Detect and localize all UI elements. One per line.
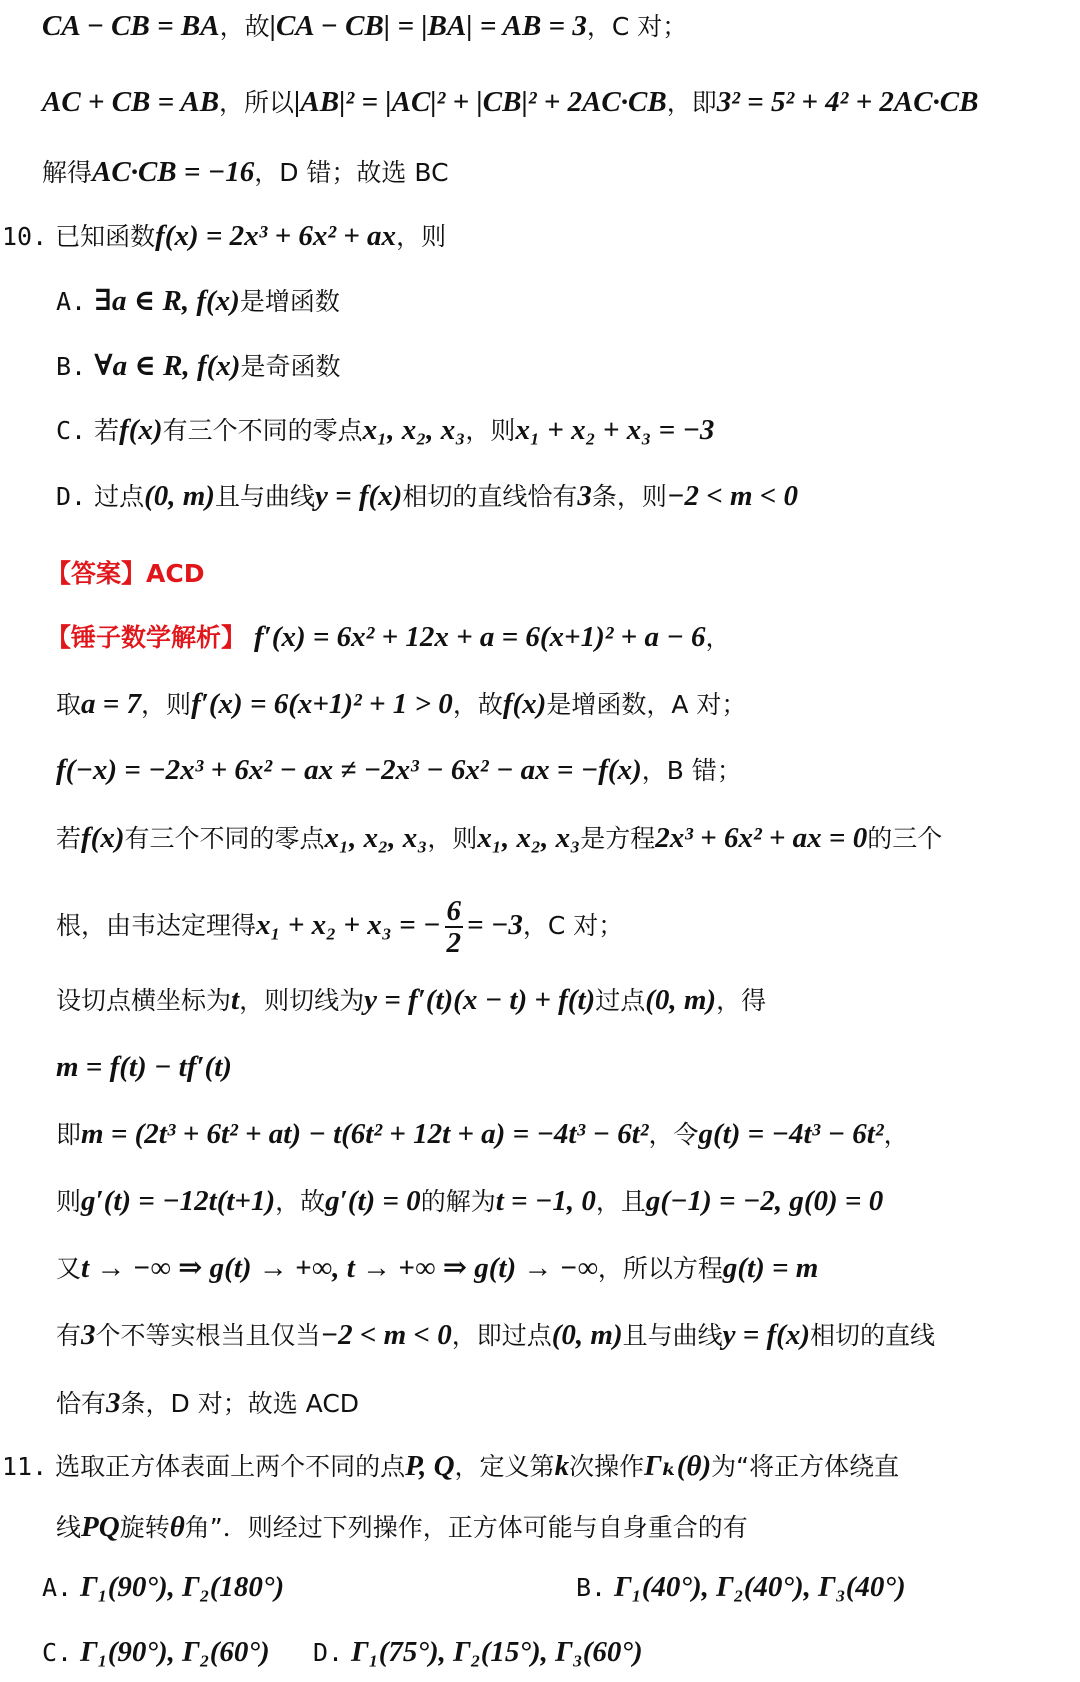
math: (0, m): [551, 1319, 623, 1351]
math: y = f′(t)(x − t) + f(t): [364, 984, 596, 1016]
text: 条，则: [591, 482, 667, 511]
option-label: B.: [56, 352, 87, 381]
analysis-line-7: [56, 1047, 232, 1088]
text: ，故: [219, 12, 270, 41]
text: 的三个: [867, 824, 943, 853]
analysis-line-5: [56, 896, 623, 958]
option-label: D.: [56, 482, 87, 511]
math: f(x): [119, 414, 163, 446]
answer-tag: 【答案】: [46, 559, 147, 588]
q10-option-d: [56, 476, 798, 517]
q11-option-d: [313, 1632, 643, 1673]
text: ，得: [716, 986, 767, 1015]
vector-magnitude-equation: |CA − CB| = |BA| = AB = 3: [269, 10, 587, 42]
q11-stem-line-2: [56, 1507, 748, 1548]
text: 有: [56, 1321, 82, 1350]
analysis-line-8: [56, 1114, 909, 1155]
q11-option-c: [42, 1632, 270, 1673]
math: = −3: [467, 909, 523, 941]
text: 即: [56, 1120, 82, 1149]
text: 是增函数，A 对；: [546, 690, 747, 719]
text: 过点: [94, 482, 145, 511]
option-label: B.: [576, 1573, 607, 1602]
solution-line-3: [42, 152, 449, 193]
math: 3: [81, 1319, 96, 1351]
math: g(t) = m: [722, 1252, 819, 1284]
text: 若: [94, 416, 120, 445]
vector-equation: AC + CB = AB: [42, 86, 220, 118]
text: ，故: [452, 690, 503, 719]
q11-option-b: [576, 1567, 906, 1608]
math: y = f(x): [314, 480, 403, 512]
q11-option-a: [42, 1567, 284, 1608]
q10-option-b: [56, 346, 340, 387]
vector-equation: CA − CB = BA: [42, 10, 220, 42]
text: ，且: [595, 1187, 646, 1216]
text: 是增函数: [239, 287, 340, 316]
math: 3: [577, 480, 592, 512]
text: 选取正方体表面上两个不同的点: [55, 1452, 406, 1481]
text: ，所以: [219, 88, 295, 117]
option-label: A.: [56, 287, 87, 316]
text: 是方程: [580, 824, 656, 853]
option-label: D.: [313, 1638, 344, 1667]
math: (0, m): [144, 480, 215, 512]
analysis-line-2: [56, 684, 746, 725]
math: x₁, x₂, x₃: [362, 414, 466, 446]
math: −2 < m < 0: [320, 1319, 452, 1351]
solution-line-2: [42, 82, 979, 123]
text: 又: [56, 1254, 82, 1283]
math: k: [554, 1450, 570, 1482]
math: (0, m): [645, 984, 717, 1016]
solution-line-1: [42, 6, 687, 47]
text: ，所以方程: [597, 1254, 723, 1283]
text: ，: [883, 1120, 909, 1149]
math: −2 < m < 0: [666, 480, 799, 512]
text: ，令: [648, 1120, 699, 1149]
math: f(−x) = −2x³ + 6x² − ax ≠ −2x³ − 6x² − ax = −f(x): [56, 754, 642, 786]
math: ∀a ∈ R, f(x): [94, 350, 241, 382]
text: 过点: [595, 986, 646, 1015]
analysis-line-11: [56, 1315, 935, 1356]
analysis-line-12: [56, 1383, 359, 1424]
text: 则: [56, 1187, 82, 1216]
text: ，则: [396, 222, 447, 251]
math: Γ₁(40°), Γ₂(40°), Γ₃(40°): [614, 1571, 906, 1603]
text: ，故: [275, 1187, 326, 1216]
q11-stem-line-1: [2, 1446, 899, 1487]
math: f(x): [502, 688, 547, 720]
text: 线: [56, 1513, 82, 1542]
text: ，C 对；: [586, 12, 688, 41]
text: ，则切线为: [239, 986, 365, 1015]
text: 条，D 对；故选 ACD: [120, 1389, 360, 1418]
math: m = (2t³ + 6t² + at) − t(6t² + 12t + a) = −4t³ − 6t²: [81, 1118, 649, 1150]
analysis-line-10: [56, 1248, 818, 1289]
math: a = 7: [81, 688, 142, 720]
math: f′(x) = 6(x+1)² + 1 > 0: [191, 688, 453, 720]
text: ，即: [666, 88, 717, 117]
text: 已知函数: [55, 222, 156, 251]
text: 是奇函数: [240, 352, 341, 381]
text: ，则: [465, 416, 516, 445]
text: ，则: [427, 824, 478, 853]
text: 相切的直线恰有: [402, 482, 578, 511]
text: 次操作: [569, 1452, 645, 1481]
math: t → −∞ ⇒ g(t) → +∞, t → +∞ ⇒ g(t) → −∞: [81, 1252, 598, 1284]
math: ∃a ∈ R, f(x): [94, 285, 240, 317]
text: 个不等实根当且仅当: [95, 1321, 321, 1350]
analysis-line-6: [56, 980, 766, 1021]
option-label: C.: [56, 416, 87, 445]
math: Γ₁(90°), Γ₂(60°): [80, 1636, 270, 1668]
math: PQ: [81, 1511, 120, 1543]
math: x₁ + x₂ + x₃ = −: [256, 909, 441, 941]
math: 2x³ + 6x² + ax = 0: [655, 822, 868, 854]
math: t = −1, 0: [495, 1185, 596, 1217]
fraction-numerator: 6: [446, 895, 461, 927]
math: x₁, x₂, x₃: [324, 822, 428, 854]
text: ，则: [141, 690, 192, 719]
text: 有三个不同的零点: [162, 416, 363, 445]
text: 角”．则经过下列操作，正方体可能与自身重合的有: [184, 1513, 748, 1542]
q10-option-c: [56, 410, 714, 451]
squared-equation: |AB|² = |AC|² + |CB|² + 2AC·CB: [294, 86, 667, 118]
math: t: [231, 984, 240, 1016]
math: g(−1) = −2, g(0) = 0: [645, 1185, 884, 1217]
q10-stem: [2, 216, 446, 257]
text: ，定义第: [454, 1452, 555, 1481]
analysis-line-9: [56, 1181, 883, 1222]
analysis-tag: 【锤子数学解析】: [46, 623, 247, 652]
text: 且与曲线: [214, 482, 315, 511]
math: f(x): [81, 822, 125, 854]
math: x₁, x₂, x₃: [477, 822, 581, 854]
text: 恰有: [56, 1389, 107, 1418]
q10-option-a: [56, 281, 340, 322]
math: g(t) = −4t³ − 6t²: [698, 1118, 884, 1150]
text: 根，由韦达定理得: [56, 911, 257, 940]
answer-value: ACD: [146, 559, 205, 588]
text: 为“将正方体绕直: [711, 1452, 900, 1481]
analysis-line-4: [56, 818, 942, 859]
math: P, Q: [405, 1450, 455, 1482]
answer-line: [46, 554, 204, 594]
math: f′(x) = 6x² + 12x + a = 6(x+1)² + a − 6: [253, 621, 706, 653]
text: 取: [56, 690, 82, 719]
text: ，B 错；: [641, 756, 742, 785]
text: ，D 错；故选 BC: [254, 158, 449, 187]
math: Γ₁(90°), Γ₂(180°): [80, 1571, 285, 1603]
math: g′(t) = 0: [325, 1185, 421, 1217]
option-label: A.: [42, 1573, 73, 1602]
question-number: 11.: [2, 1452, 48, 1481]
math: y = f(x): [722, 1319, 810, 1351]
numeric-equation: 3² = 5² + 4² + 2AC·CB: [716, 86, 979, 118]
math: θ: [169, 1511, 185, 1543]
math: g′(t) = −12t(t+1): [81, 1185, 276, 1217]
text: ，即过点: [451, 1321, 552, 1350]
analysis-line-1: [46, 617, 731, 658]
text: 若: [56, 824, 82, 853]
question-number: 10.: [2, 222, 48, 251]
text: 解得: [42, 158, 93, 187]
text: 旋转: [119, 1513, 170, 1542]
fraction: [445, 896, 464, 958]
math: m = f(t) − tf′(t): [56, 1051, 232, 1083]
text: 且与曲线: [622, 1321, 723, 1350]
math: 3: [106, 1387, 121, 1419]
text: ，: [705, 623, 731, 652]
option-label: C.: [42, 1638, 73, 1667]
analysis-line-3: [56, 750, 742, 791]
math: Γ₁(75°), Γ₂(15°), Γ₃(60°): [351, 1636, 643, 1668]
text: 相切的直线: [810, 1321, 936, 1350]
fraction-denominator: 2: [446, 927, 461, 959]
dot-product-result: AC·CB = −16: [92, 156, 255, 188]
math: x₁ + x₂ + x₃ = −3: [515, 414, 715, 446]
text: 有三个不同的零点: [124, 824, 325, 853]
text: 设切点横坐标为: [56, 986, 232, 1015]
text: ，C 对；: [522, 911, 624, 940]
function-definition: f(x) = 2x³ + 6x² + ax: [155, 220, 397, 252]
text: 的解为: [420, 1187, 496, 1216]
math: Γₖ(θ): [644, 1450, 712, 1482]
